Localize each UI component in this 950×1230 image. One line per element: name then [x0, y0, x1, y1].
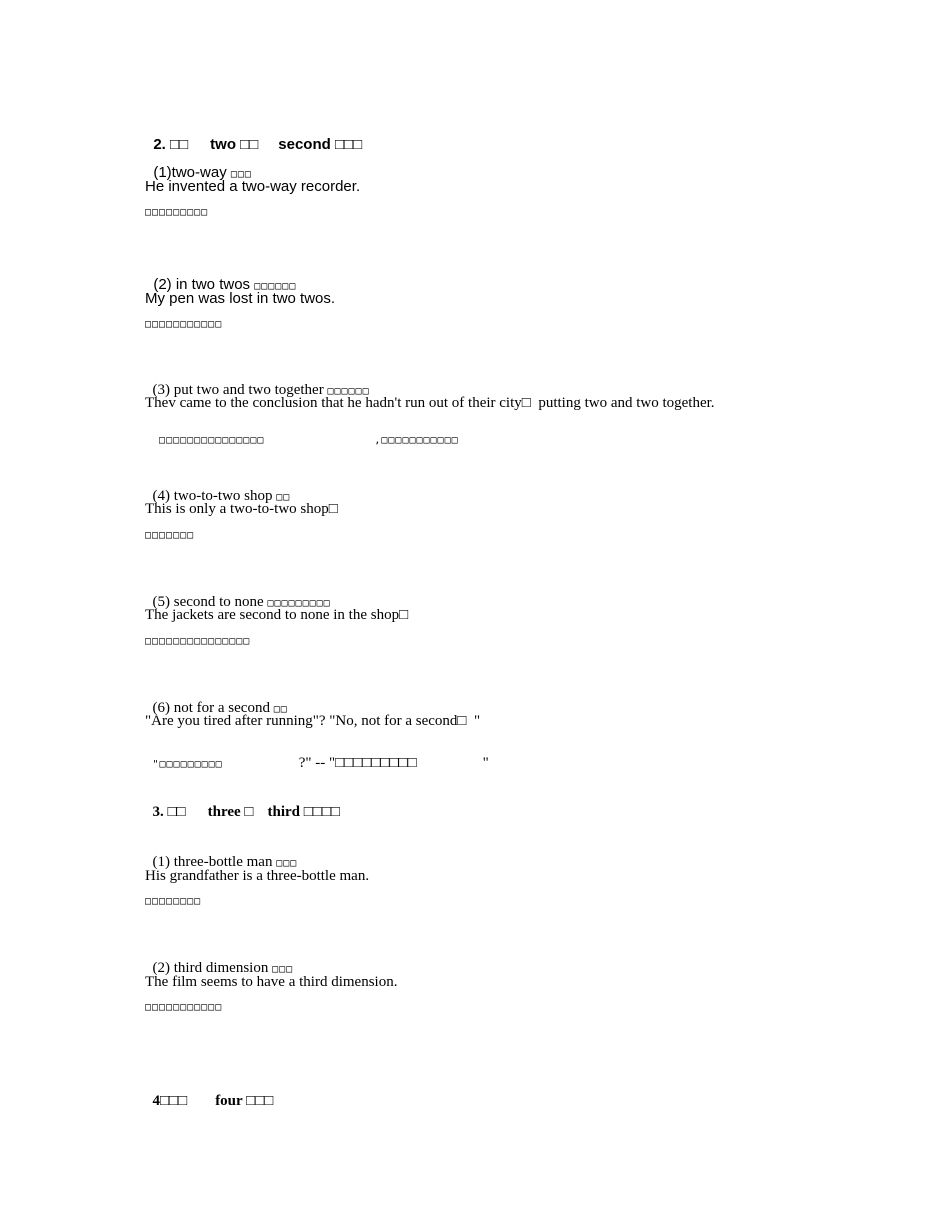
heading-word-two: two □□	[210, 136, 259, 153]
entry-phrase: (2) in two twos	[153, 276, 255, 293]
entry-phrase: (2) third dimension	[152, 960, 273, 976]
example-translation: □□□□□□□□□□□	[145, 1002, 223, 1013]
example-translation: □□□□□□□□□□□□□□□	[145, 636, 251, 647]
entry-phrase: (3) put two and two together	[152, 382, 328, 398]
entry-gloss: □□	[276, 492, 291, 503]
section-heading-2	[145, 122, 362, 152]
entry-title	[145, 368, 370, 398]
section-heading-4	[145, 1079, 273, 1109]
entry-gloss: □□□□□□	[327, 386, 370, 397]
example-sentence: He invented a two-way recorder.	[145, 178, 361, 195]
entry-gloss: □□□□□□	[254, 281, 297, 292]
example-sentence: His grandfather is a three-bottle man.	[145, 868, 370, 884]
example-translation: □□□□□□□□	[145, 896, 202, 907]
heading-prefix: 3. □□	[152, 804, 186, 820]
entry-gloss: □□□□□□□□□	[267, 598, 331, 609]
entry-title	[145, 150, 252, 180]
entry-gloss: □□	[273, 704, 288, 715]
example-sentence: Thev came to the conclusion that he hadn't run out of their city□ putting two and two together.	[145, 395, 715, 411]
entry-title	[145, 840, 297, 870]
entry-phrase: (4) two-to-two shop	[152, 488, 277, 504]
entry-phrase: (1)two-way	[153, 164, 231, 181]
entry-phrase: (1) three-bottle man	[152, 854, 277, 870]
example-sentence: The film seems to have a third dimension.	[145, 974, 398, 990]
entry-title	[145, 262, 296, 292]
example-translation: "□□□□□□□□□ ?" -- "□□□□□□□□□ "	[152, 755, 489, 771]
example-translation: □□□□□□□□□	[145, 207, 209, 218]
example-translation: □□□□□□□□□□□	[145, 319, 223, 330]
entry-title	[145, 580, 331, 610]
heading-word-third: third □□□□	[267, 804, 340, 820]
heading-word-four: four □□□	[215, 1093, 274, 1109]
example-sentence: This is only a two-to-two shop□	[145, 501, 338, 517]
entry-gloss: □□□	[276, 858, 298, 869]
entry-title	[145, 946, 293, 976]
example-translation: □□□□□□□	[145, 530, 195, 541]
heading-word-second: second □□□	[278, 136, 363, 153]
heading-word-three: three □	[207, 804, 254, 820]
entry-title	[145, 686, 288, 716]
example-sentence: The jackets are second to none in the shop□	[145, 607, 409, 623]
entry-phrase: (6) not for a second	[152, 700, 274, 716]
entry-gloss: □□□	[272, 964, 294, 975]
heading-prefix: 4□□□	[152, 1093, 188, 1109]
example-sentence: My pen was lost in two twos.	[145, 290, 336, 307]
entry-gloss: □□□	[230, 169, 252, 180]
section-heading-3	[145, 790, 340, 820]
entry-title	[145, 474, 290, 504]
entry-phrase: (5) second to none	[152, 594, 268, 610]
heading-prefix: 2. □□	[153, 136, 189, 153]
example-sentence: "Are you tired after running"? "No, not for a second□ "	[145, 713, 481, 729]
example-translation: □□□□□□□□□□□□□□□ ,□□□□□□□□□□□	[159, 435, 459, 446]
